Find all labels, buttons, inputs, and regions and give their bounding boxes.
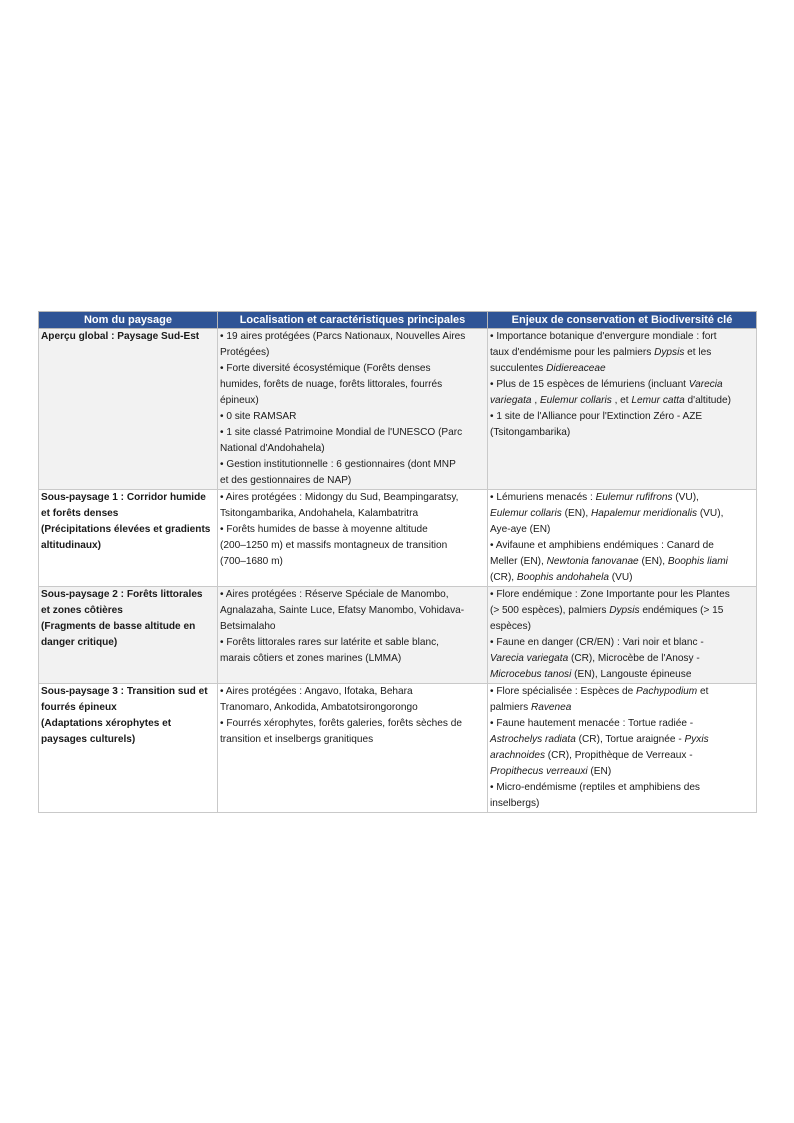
text-segment: (VU) (608, 572, 633, 583)
cell-line (220, 587, 485, 603)
text-segment: et (697, 686, 709, 697)
cell-line (490, 522, 754, 538)
text-segment: (700–1680 m) (220, 556, 283, 567)
species-name: Varecia variegata (490, 653, 569, 664)
text-segment: Betsimalaho (220, 621, 276, 632)
table-row (39, 490, 757, 587)
cell-line (490, 393, 754, 409)
text-segment: transition et inselbergs granitiques (220, 734, 374, 745)
text-segment: (EN), (638, 556, 668, 567)
text-segment: • Forêts littorales rares sur latérite et sable blanc, (220, 637, 439, 648)
cell-line (490, 554, 754, 570)
text-segment: épineux) (220, 395, 259, 406)
cell-line (490, 796, 754, 812)
localisation-cell (218, 329, 488, 490)
text-segment: Aye-aye (EN) (490, 524, 551, 535)
text-segment: • Flore spécialisée : Espèces de (490, 686, 637, 697)
species-name: Microcebus tanosi (490, 669, 572, 680)
species-name: Eulemur rufifrons (595, 492, 673, 503)
species-name: Ravenea (530, 702, 572, 713)
cell-line (220, 732, 485, 748)
text-segment: Protégées) (220, 347, 270, 358)
species-name: Dypsis (654, 347, 685, 358)
cell-line (490, 361, 754, 377)
cell-line: altitudinaux) (41, 540, 102, 551)
text-segment: (EN), Langouste épineuse (571, 669, 692, 680)
text-segment: succulentes (490, 363, 547, 374)
table-row (39, 684, 757, 813)
text-segment: • 1 site de l'Alliance pour l'Extinction Zéro - AZE (490, 411, 703, 422)
text-segment: Meller (EN), (490, 556, 547, 567)
cell-line (490, 329, 754, 345)
text-segment: espèces) (490, 621, 531, 632)
species-name: Didiereaceae (546, 363, 606, 374)
cell-line (220, 684, 485, 700)
cell-line: Sous-paysage 2 : Forêts littorales (41, 589, 203, 600)
cell-line (220, 361, 485, 377)
text-segment: • 0 site RAMSAR (220, 411, 297, 422)
cell-line (490, 425, 754, 441)
cell-line: Sous-paysage 1 : Corridor humide (41, 492, 206, 503)
cell-line (490, 409, 754, 425)
species-name: Hapalemur meridionalis (590, 508, 698, 519)
localisation-cell (218, 587, 488, 684)
text-segment: National d'Andohahela) (220, 443, 325, 454)
cell-line (220, 377, 485, 393)
text-segment: (CR), Propithèque de Verreaux - (545, 750, 693, 761)
text-segment: • Faune en danger (CR/EN) : Vari noir et blanc - (490, 637, 704, 648)
cell-line: Sous-paysage 3 : Transition sud et (41, 686, 208, 697)
cell-line (220, 409, 485, 425)
species-name: variegata (490, 395, 532, 406)
text-segment: (EN) (587, 766, 612, 777)
localisation-cell (218, 684, 488, 813)
species-name: Boophis andohahela (516, 572, 609, 583)
enjeux-cell (488, 684, 757, 813)
table-row (39, 329, 757, 490)
cell-line (220, 506, 485, 522)
cell-line: danger critique) (41, 637, 118, 648)
text-segment: et des gestionnaires de NAP) (220, 475, 352, 486)
text-segment: • Aires protégées : Réserve Spéciale de Manombo, (220, 589, 449, 600)
species-name: Dypsis (609, 605, 640, 616)
species-name: Boophis liami (667, 556, 728, 567)
cell-line (490, 377, 754, 393)
text-segment: (CR), Tortue araignée - (575, 734, 685, 745)
cell-line: fourrés épineux (41, 702, 117, 713)
text-segment: • Forêts humides de basse à moyenne altitude (220, 524, 428, 535)
text-segment: (> 500 espèces), palmiers (490, 605, 610, 616)
cell-line: paysages culturels) (41, 734, 136, 745)
cell-line: et forêts denses (41, 508, 119, 519)
cell-line: (Adaptations xérophytes et (41, 718, 172, 729)
cell-line (490, 345, 754, 361)
header-localisation: Localisation et caractéristiques principales (218, 312, 488, 329)
enjeux-cell (488, 587, 757, 684)
text-segment: (CR), Microcèbe de l'Anosy - (568, 653, 700, 664)
text-segment: marais côtiers et zones marines (LMMA) (220, 653, 402, 664)
cell-line (490, 700, 754, 716)
cell-line (220, 651, 485, 667)
cell-line (220, 554, 485, 570)
text-segment: (EN), (561, 508, 591, 519)
text-segment: • Gestion institutionnelle : 6 gestionnaires (dont MNP (220, 459, 456, 470)
text-segment: inselbergs) (490, 798, 540, 809)
landscape-table (38, 311, 757, 813)
text-segment: taux d'endémisme pour les palmiers (490, 347, 655, 358)
species-name: Pachypodium (636, 686, 698, 697)
text-segment: (CR), (490, 572, 517, 583)
cell-line (220, 441, 485, 457)
cell-line (490, 603, 754, 619)
text-segment: (VU), (697, 508, 724, 519)
species-name: Newtonia fanovanae (546, 556, 639, 567)
cell-line (490, 538, 754, 554)
cell-line (490, 570, 754, 586)
text-segment: (200–1250 m) et massifs montagneux de transition (220, 540, 448, 551)
landscape-name-cell (39, 329, 218, 490)
text-segment: • Micro-endémisme (reptiles et amphibiens des (490, 782, 700, 793)
text-segment: , (531, 395, 540, 406)
cell-line (220, 457, 485, 473)
landscape-name-cell (39, 587, 218, 684)
table-row (39, 587, 757, 684)
table-header-row (39, 312, 757, 329)
cell-line (490, 490, 754, 506)
species-name: Eulemur collaris (490, 508, 562, 519)
cell-line (220, 473, 485, 489)
text-segment: • Aires protégées : Angavo, Ifotaka, Behara (220, 686, 413, 697)
cell-line: (Fragments de basse altitude en (41, 621, 196, 632)
text-segment: (Tsitongambarika) (490, 427, 571, 438)
text-segment: d'altitude) (684, 395, 731, 406)
header-enjeux: Enjeux de conservation et Biodiversité clé (488, 312, 757, 329)
landscape-name-cell (39, 490, 218, 587)
text-segment: humides, forêts de nuage, forêts littorales, fourrés (220, 379, 443, 390)
text-segment: • 19 aires protégées (Parcs Nationaux, Nouvelles Aires (220, 331, 466, 342)
cell-line (220, 329, 485, 345)
text-segment: • Importance botanique d'envergure mondiale : fort (490, 331, 717, 342)
cell-line (490, 764, 754, 780)
cell-line (490, 651, 754, 667)
enjeux-cell (488, 490, 757, 587)
landscape-name-cell (39, 684, 218, 813)
cell-line (220, 716, 485, 732)
text-segment: , et (611, 395, 632, 406)
cell-line (490, 667, 754, 683)
text-segment: • Plus de 15 espèces de lémuriens (incluant (490, 379, 689, 390)
cell-line (220, 425, 485, 441)
cell-line (490, 732, 754, 748)
species-name: Lemur catta (631, 395, 685, 406)
species-name: Eulemur collaris (539, 395, 612, 406)
cell-line (220, 522, 485, 538)
cell-line: (Précipitations élevées et gradients (41, 524, 211, 535)
text-segment: Agnalazaha, Sainte Luce, Efatsy Manombo, Vohidava- (220, 605, 465, 616)
species-name: Propithecus verreauxi (490, 766, 588, 777)
cell-line (220, 393, 485, 409)
text-segment: • Lémuriens menacés : (490, 492, 596, 503)
text-segment: et les (684, 347, 712, 358)
cell-line (490, 684, 754, 700)
text-segment: (VU), (672, 492, 699, 503)
cell-line (220, 700, 485, 716)
text-segment: palmiers (490, 702, 531, 713)
text-segment: • Fourrés xérophytes, forêts galeries, forêts sèches de (220, 718, 462, 729)
cell-line: Aperçu global : Paysage Sud-Est (41, 331, 200, 342)
header-nom-du-paysage: Nom du paysage (39, 312, 218, 329)
cell-line (220, 635, 485, 651)
localisation-cell (218, 490, 488, 587)
cell-line: et zones côtières (41, 605, 123, 616)
cell-line (220, 490, 485, 506)
text-segment: • Flore endémique : Zone Importante pour les Plantes (490, 589, 730, 600)
text-segment: • 1 site classé Patrimoine Mondial de l'UNESCO (Parc (220, 427, 463, 438)
cell-line (220, 538, 485, 554)
text-segment: Tsitongambarika, Andohahela, Kalambatritra (220, 508, 419, 519)
species-name: Varecia (688, 379, 723, 390)
cell-line (220, 603, 485, 619)
cell-line (220, 345, 485, 361)
text-segment: • Aires protégées : Midongy du Sud, Beampingaratsy, (220, 492, 459, 503)
species-name: Pyxis (684, 734, 709, 745)
text-segment: Tranomaro, Ankodida, Ambatotsirongorongo (220, 702, 418, 713)
cell-line (490, 716, 754, 732)
text-segment: • Faune hautement menacée : Tortue radiée - (490, 718, 694, 729)
text-segment: • Avifaune et amphibiens endémiques : Canard de (490, 540, 714, 551)
species-name: Astrochelys radiata (490, 734, 576, 745)
cell-line (490, 506, 754, 522)
cell-line (490, 748, 754, 764)
text-segment: endémiques (> 15 (639, 605, 724, 616)
text-segment: • Forte diversité écosystémique (Forêts denses (220, 363, 431, 374)
species-name: arachnoides (490, 750, 545, 761)
cell-line (220, 619, 485, 635)
cell-line (490, 619, 754, 635)
enjeux-cell (488, 329, 757, 490)
cell-line (490, 587, 754, 603)
cell-line (490, 780, 754, 796)
cell-line (490, 635, 754, 651)
